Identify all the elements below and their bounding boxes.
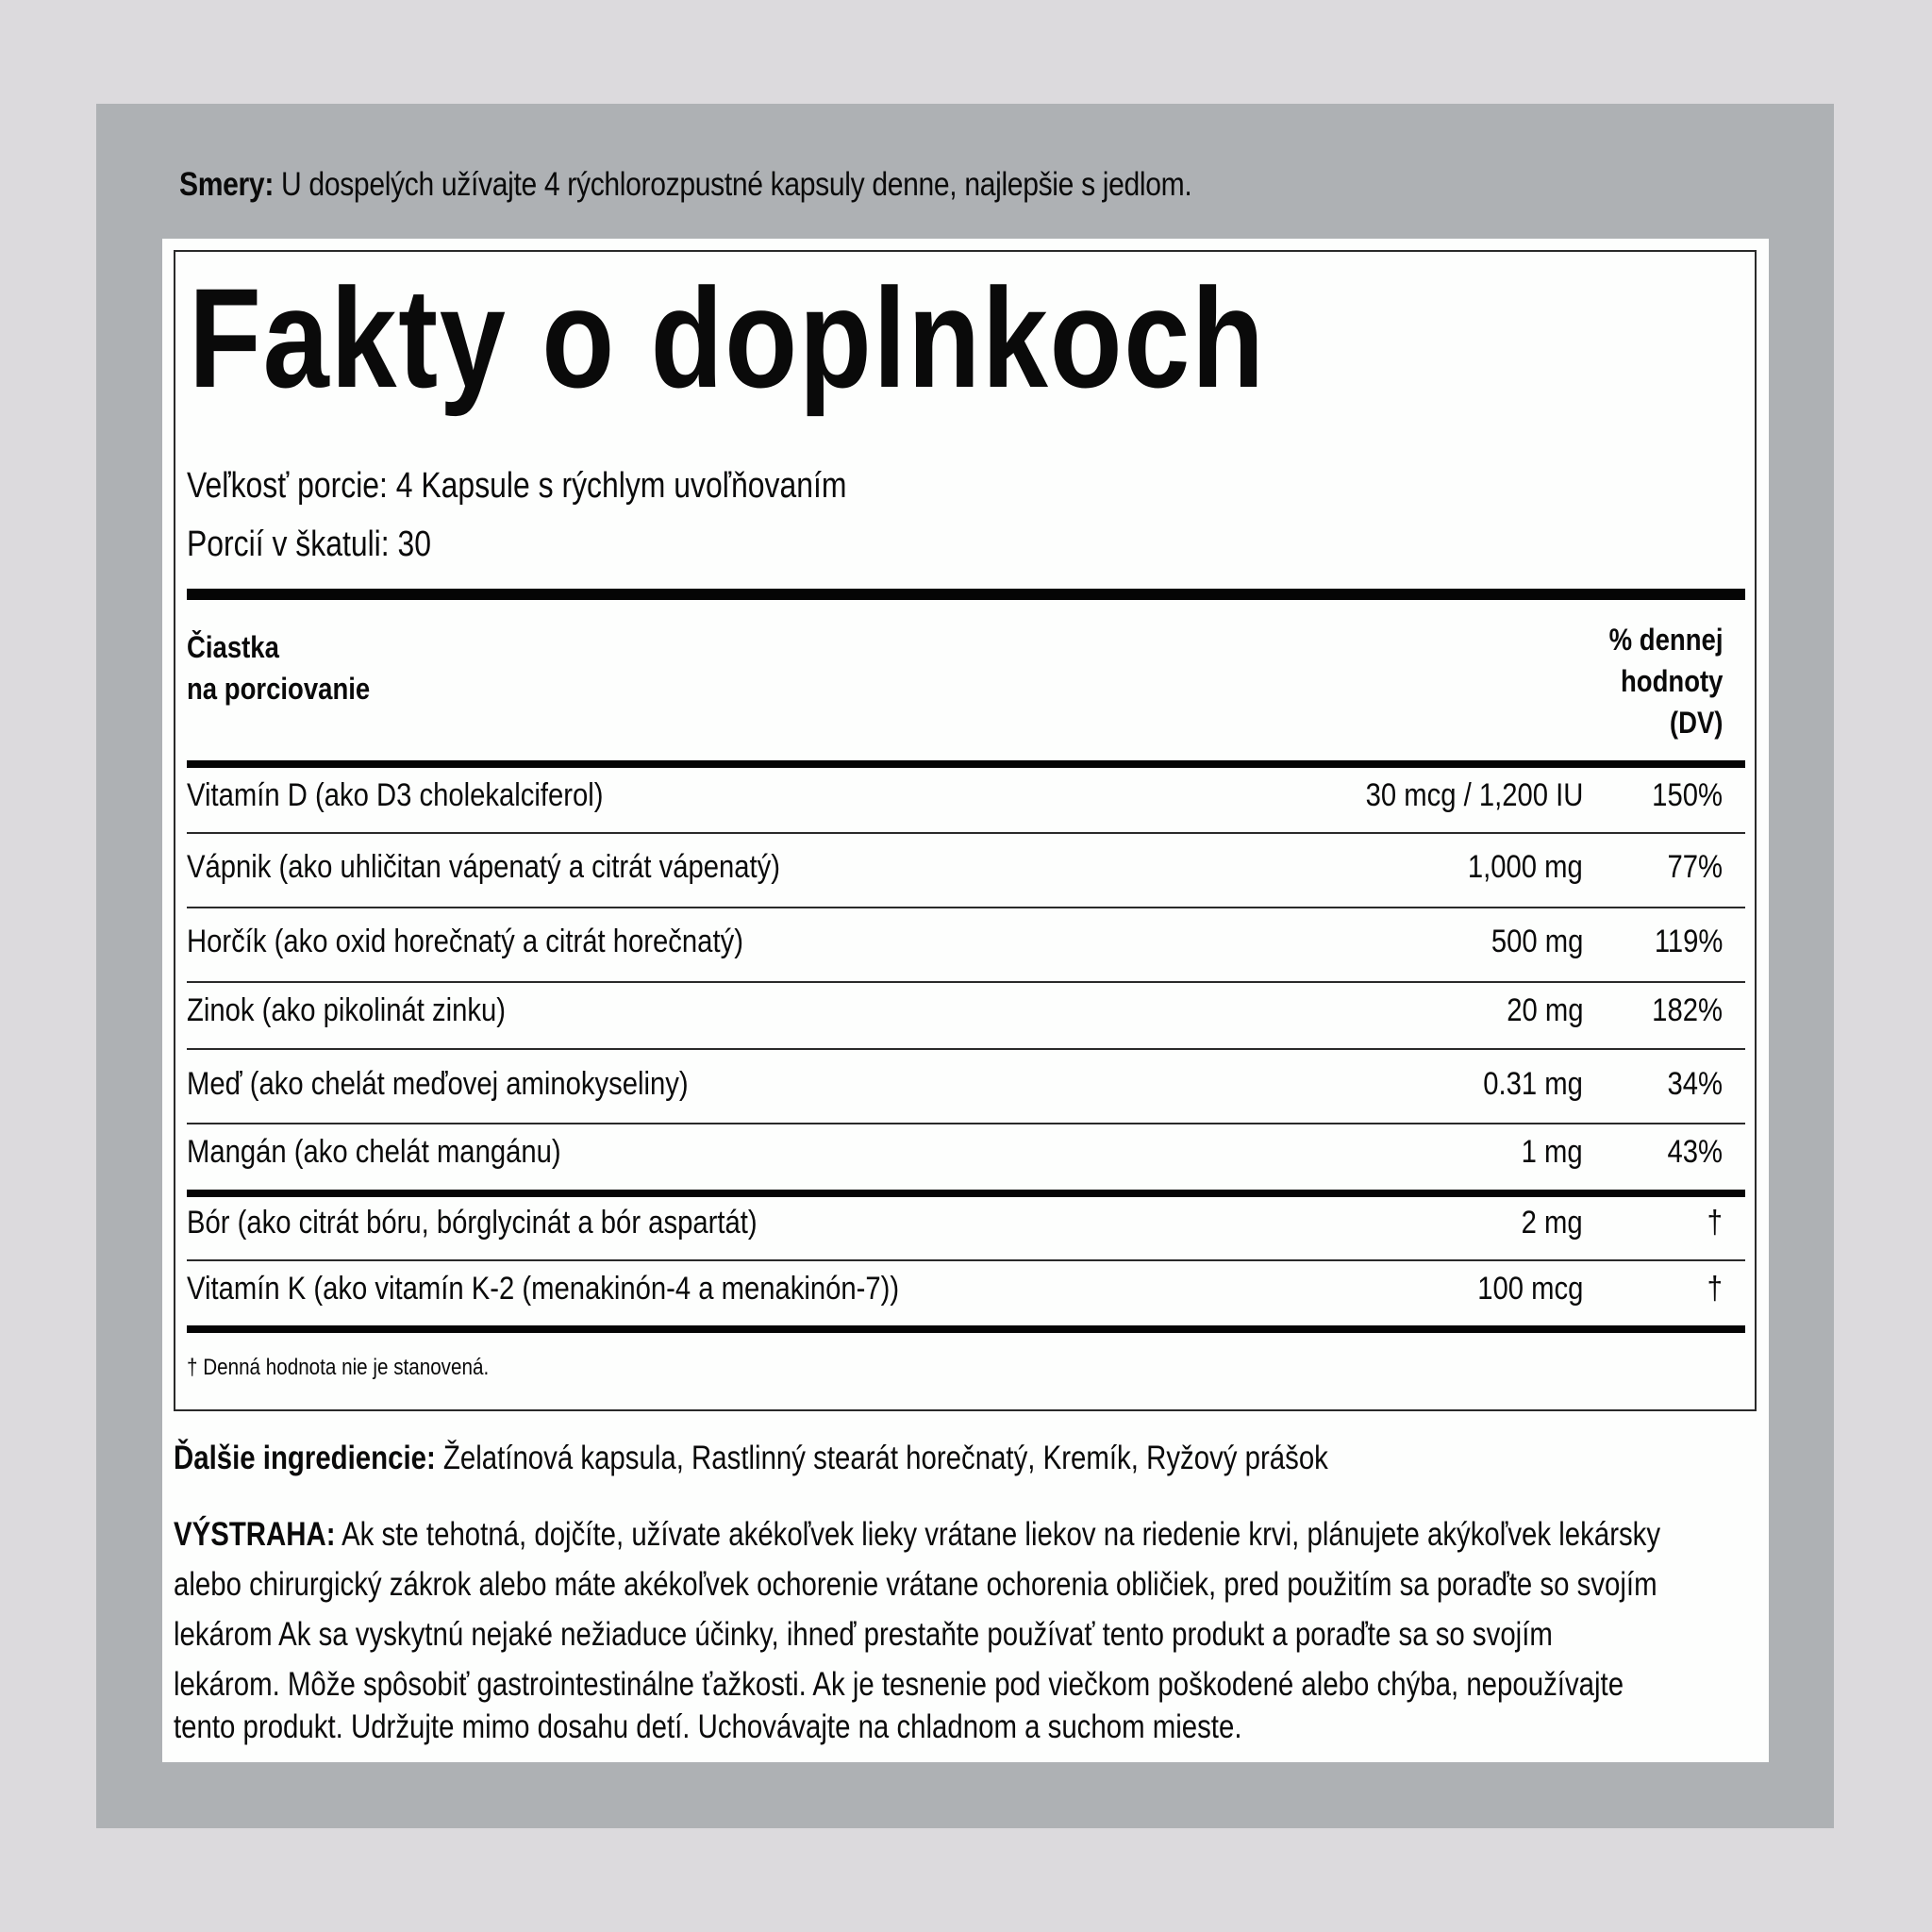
nutrient-amount: 20 mg	[1506, 992, 1583, 1028]
divider-medium	[187, 1325, 1745, 1333]
divider-medium	[187, 1190, 1745, 1197]
directions-text	[179, 166, 1191, 204]
divider-thick	[187, 589, 1745, 600]
nutrient-amount: 100 mcg	[1476, 1271, 1583, 1307]
nutrient-row	[187, 1205, 1745, 1242]
other-ingredients-text: Želatínová kapsula, Rastlinný stearát horečnatý, Kremík, Ryžový prášok	[435, 1440, 1328, 1476]
divider-thin	[187, 907, 1745, 908]
nutrient-name: Zinok (ako pikolinát zinku)	[187, 992, 507, 1028]
nutrient-row	[187, 1271, 1745, 1308]
nutrient-amount: 1,000 mg	[1468, 849, 1583, 885]
nutrient-dv: 77%	[1667, 849, 1723, 885]
serving-size: Veľkosť porcie: 4 Kapsule s rýchlym uvoľňovaním	[187, 466, 847, 506]
nutrient-dv: 150%	[1652, 777, 1723, 813]
nutrient-row	[187, 849, 1745, 887]
directions-body: U dospelých užívajte 4 rýchlorozpustné kapsuly denne, najlepšie s jedlom.	[274, 166, 1192, 203]
nutrient-dv: †	[1707, 1271, 1723, 1307]
nutrient-amount: 30 mcg / 1,200 IU	[1365, 777, 1583, 813]
nutrient-amount: 500 mg	[1491, 924, 1583, 959]
divider-thin	[187, 981, 1745, 983]
nutrient-dv: 182%	[1652, 992, 1723, 1028]
nutrient-row	[187, 1066, 1745, 1104]
nutrient-dv: †	[1707, 1205, 1723, 1241]
warning-text: VÝSTRAHA: Ak ste tehotná, dojčíte, užívate akékoľvek lieky vrátane liekov na riedenie krvi, plánujete akýkoľvek lekársky alebo chirurgický zákrok alebo máte akékoľvek ochorenie vrátane ochorenia obličiek, pred použitím sa poraďte so svojím lekárom Ak sa vyskytnú nejaké nežiaduce účinky, ihneď prestaňte používať tento produkt a poraďte sa so svojím lekárom. Môže spôsobiť gastrointestinálne ťažkosti. Ak je tesnenie pod viečkom poškodené alebo chýba, nepoužívajte tento produkt. Udržujte mimo dosahu detí. Uchovávajte na chladnom a suchom mieste.	[174, 1516, 1661, 1745]
nutrient-name: Vitamín K (ako vitamín K-2 (menakinón-4 a menakinón-7))	[187, 1271, 900, 1307]
nutrient-amount: 2 mg	[1521, 1205, 1583, 1241]
nutrient-row	[187, 924, 1745, 961]
nutrient-dv: 34%	[1667, 1066, 1723, 1102]
nutrient-row	[187, 992, 1745, 1030]
divider-thin	[187, 1123, 1745, 1124]
nutrient-name: Vitamín D (ako D3 cholekalciferol)	[187, 777, 604, 813]
amount-per-serving-header: Čiastka na porciovanie	[187, 630, 371, 706]
nutrient-row	[187, 1134, 1745, 1172]
divider-thin	[187, 832, 1745, 834]
nutrient-dv: 43%	[1667, 1134, 1723, 1170]
other-ingredients-label: Ďalšie ingrediencie:	[174, 1440, 436, 1476]
directions-label: Smery:	[179, 166, 275, 203]
nutrient-name: Bór (ako citrát bóru, bórglycinát a bór aspartát)	[187, 1205, 758, 1241]
nutrient-row	[187, 777, 1745, 815]
nutrient-name: Horčík (ako oxid horečnatý a citrát horečnatý)	[187, 924, 743, 959]
divider-medium	[187, 760, 1745, 768]
daily-value-header: % dennej hodnoty (DV)	[1608, 623, 1723, 740]
facts-title: Fakty o doplnkoch	[189, 258, 1266, 417]
warning-label: VÝSTRAHA:	[174, 1516, 336, 1553]
daily-value-footnote: † Denná hodnota nie je stanovená.	[187, 1355, 490, 1380]
divider-thin	[187, 1259, 1745, 1261]
nutrient-name: Meď (ako chelát meďovej aminokyseliny)	[187, 1066, 689, 1102]
nutrient-name: Mangán (ako chelát mangánu)	[187, 1134, 561, 1170]
nutrient-dv: 119%	[1654, 924, 1723, 959]
other-ingredients	[174, 1440, 1328, 1477]
nutrient-amount: 0.31 mg	[1483, 1066, 1583, 1102]
servings-per-container: Porcií v škatuli: 30	[187, 525, 432, 564]
nutrient-amount: 1 mg	[1521, 1134, 1583, 1170]
nutrient-name: Vápnik (ako uhličitan vápenatý a citrát vápenatý)	[187, 849, 781, 885]
divider-thin	[187, 1048, 1745, 1050]
